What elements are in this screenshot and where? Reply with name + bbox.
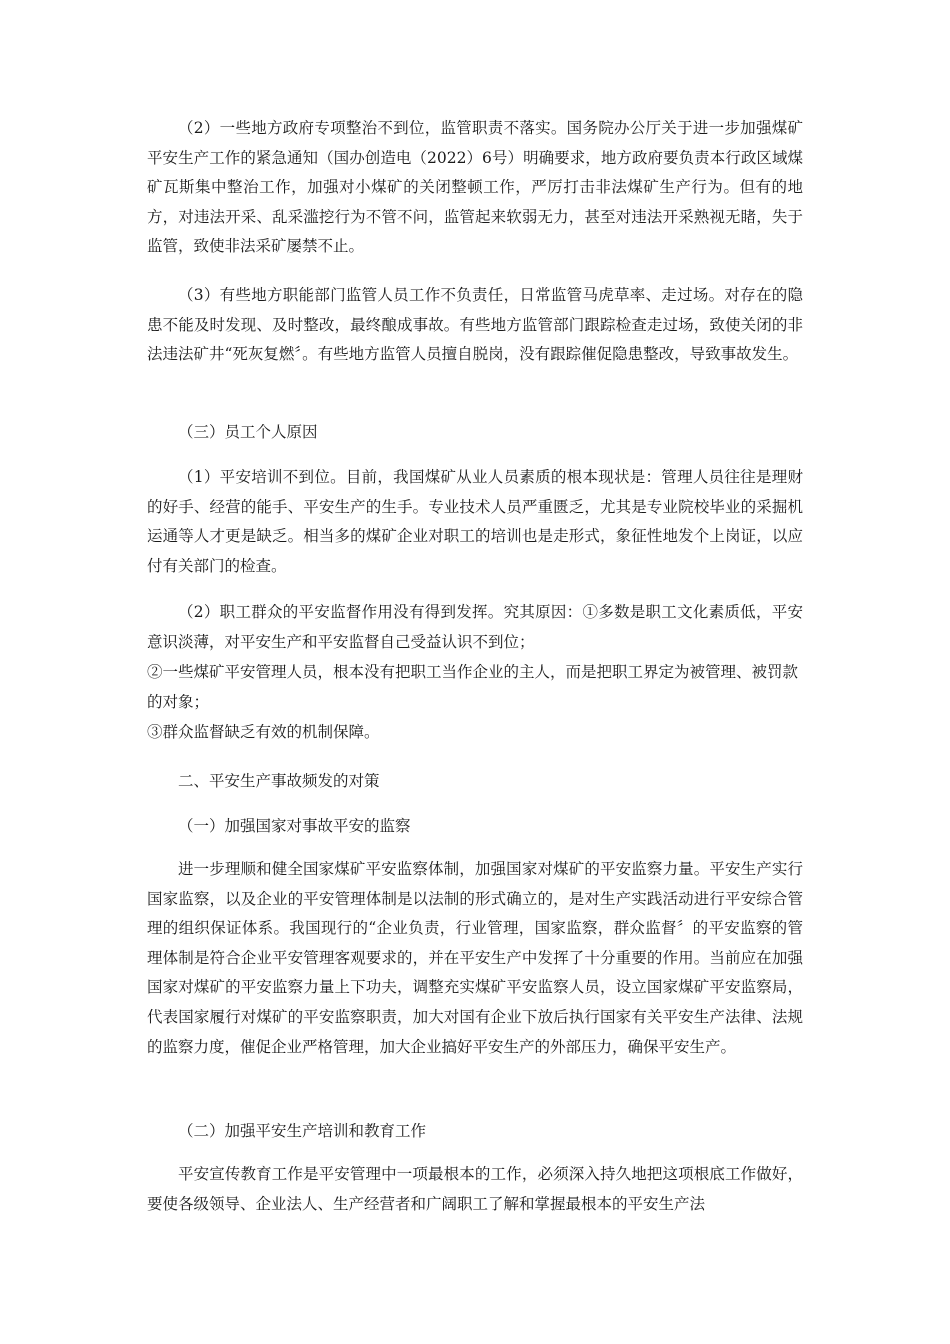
section-heading-employee-causes: （三）员工个人原因 <box>178 423 318 441</box>
list-item-supervision-mechanism: ③群众监督缺乏有效的机制保障。 <box>147 723 380 741</box>
paragraph-publicity-education: 平安宣传教育工作是平安管理中一项最根本的工作，必须深入持久地把这项根底工作做好，要使各级领导、企业法人、生产经营者和广阔职工了解和掌握最根本的平安生产法 <box>147 1165 803 1213</box>
list-item-management-attitude: ②一些煤矿平安管理人员，根本没有把职工当作企业的主人，而是把职工界定为被管理、被罚款的对象； <box>147 663 799 711</box>
paragraph-worker-supervision: （2）职工群众的平安监督作用没有得到发挥。究其原因：①多数是职工文化素质低，平安意识淡薄，对平安生产和平安监督自己受益认识不到位； <box>147 603 803 651</box>
section-heading-state-supervision: （一）加强国家对事故平安的监察 <box>178 817 411 835</box>
section-heading-training-education: （二）加强平安生产培训和教育工作 <box>178 1122 427 1140</box>
paragraph-state-supervision-system: 进一步理顺和健全国家煤矿平安监察体制，加强国家对煤矿的平安监察力量。平安生产实行国家监察，以及企业的平安管理体制是以法制的形式确立的，是对生产实践活动进行平安综合管理的组织保证体系。我国现行的“企业负责，行业管理，国家监察，群众监督〞的平安监察的管理体制是符合企业平安管理客观要求的，并在平安生产中发挥了十分重要的作用。当前应在加强国家对煤矿的平安监察力量上下功夫，调整充实煤矿平安监察人员，设立国家煤矿平安监察局，代表国家履行对煤矿的平安监察职责，加大对国有企业下放后执行国家有关平安生产法律、法规的监察力度，催促企业严格管理，加大企业搞好平安生产的外部压力，确保平安生产。 <box>147 860 803 1056</box>
chapter-heading-countermeasures: 二、平安生产事故频发的对策 <box>178 772 380 790</box>
paragraph-department-staff-responsibility: （3）有些地方职能部门监管人员工作不负责任，日常监管马虎草率、走过场。对存在的隐患不能及时发现、及时整改，最终酿成事故。有些地方监管部门跟踪检查走过场，致使关闭的非法违法矿井“死灰复燃〞。有些地方监管人员擅自脱岗，没有跟踪催促隐患整改，导致事故发生。 <box>147 286 803 364</box>
paragraph-safety-training: （1）平安培训不到位。目前，我国煤矿从业人员素质的根本现状是：管理人员往往是理财的好手、经营的能手、平安生产的生手。专业技术人员严重匮乏，尤其是专业院校毕业的采掘机运通等人才更是缺乏。相当多的煤矿企业对职工的培训也是走形式，象征性地发个上岗证，以应付有关部门的检查。 <box>147 468 803 575</box>
paragraph-local-government-supervision: （2）一些地方政府专项整治不到位，监管职责不落实。国务院办公厅关于进一步加强煤矿平安生产工作的紧急通知（国办创造电（2022）6号）明确要求，地方政府要负责本行政区域煤矿瓦斯集中整治工作，加强对小煤矿的关闭整顿工作，严厉打击非法煤矿生产行为。但有的地方，对违法开采、乱采滥挖行为不管不问，监管起来软弱无力，甚至对违法开采熟视无睹，失于监管，致使非法采矿屡禁不止。 <box>147 119 803 256</box>
